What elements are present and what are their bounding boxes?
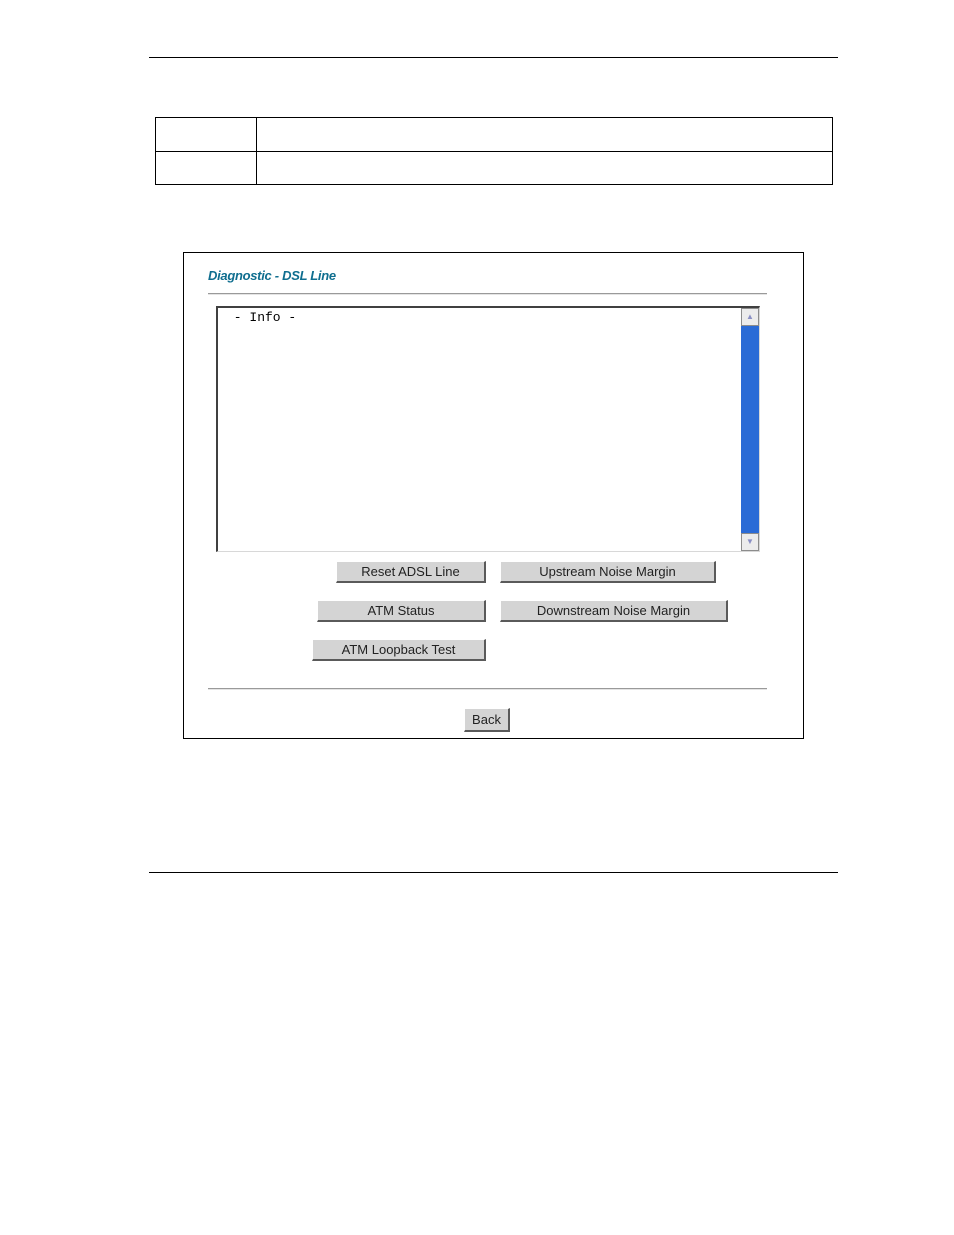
atm-status-button[interactable]: ATM Status — [317, 600, 486, 622]
info-textarea[interactable] — [216, 306, 760, 552]
upstream-noise-margin-button[interactable]: Upstream Noise Margin — [500, 561, 716, 583]
table-cell-label — [156, 118, 257, 152]
document-table — [155, 117, 833, 185]
table-cell-description — [257, 151, 833, 185]
atm-loopback-test-button[interactable]: ATM Loopback Test — [312, 639, 486, 661]
footer-divider — [208, 688, 767, 690]
reset-adsl-line-button[interactable]: Reset ADSL Line — [336, 561, 486, 583]
scroll-up-arrow-icon[interactable]: ▲ — [741, 308, 759, 326]
diagnostic-dsl-line-panel — [183, 252, 804, 739]
info-text: - Info - — [226, 310, 297, 325]
footer-rule — [149, 872, 838, 873]
scroll-down-arrow-icon[interactable]: ▼ — [741, 533, 759, 551]
table-cell-description — [257, 118, 833, 152]
downstream-noise-margin-button[interactable]: Downstream Noise Margin — [500, 600, 728, 622]
table-row — [156, 118, 833, 152]
page-title: Diagnostic - DSL Line — [208, 268, 336, 283]
vertical-scrollbar[interactable] — [741, 308, 759, 551]
back-button[interactable]: Back — [464, 708, 510, 732]
table-row — [156, 151, 833, 185]
header-rule — [149, 57, 838, 58]
table-cell-label — [156, 151, 257, 185]
title-divider — [208, 293, 767, 295]
